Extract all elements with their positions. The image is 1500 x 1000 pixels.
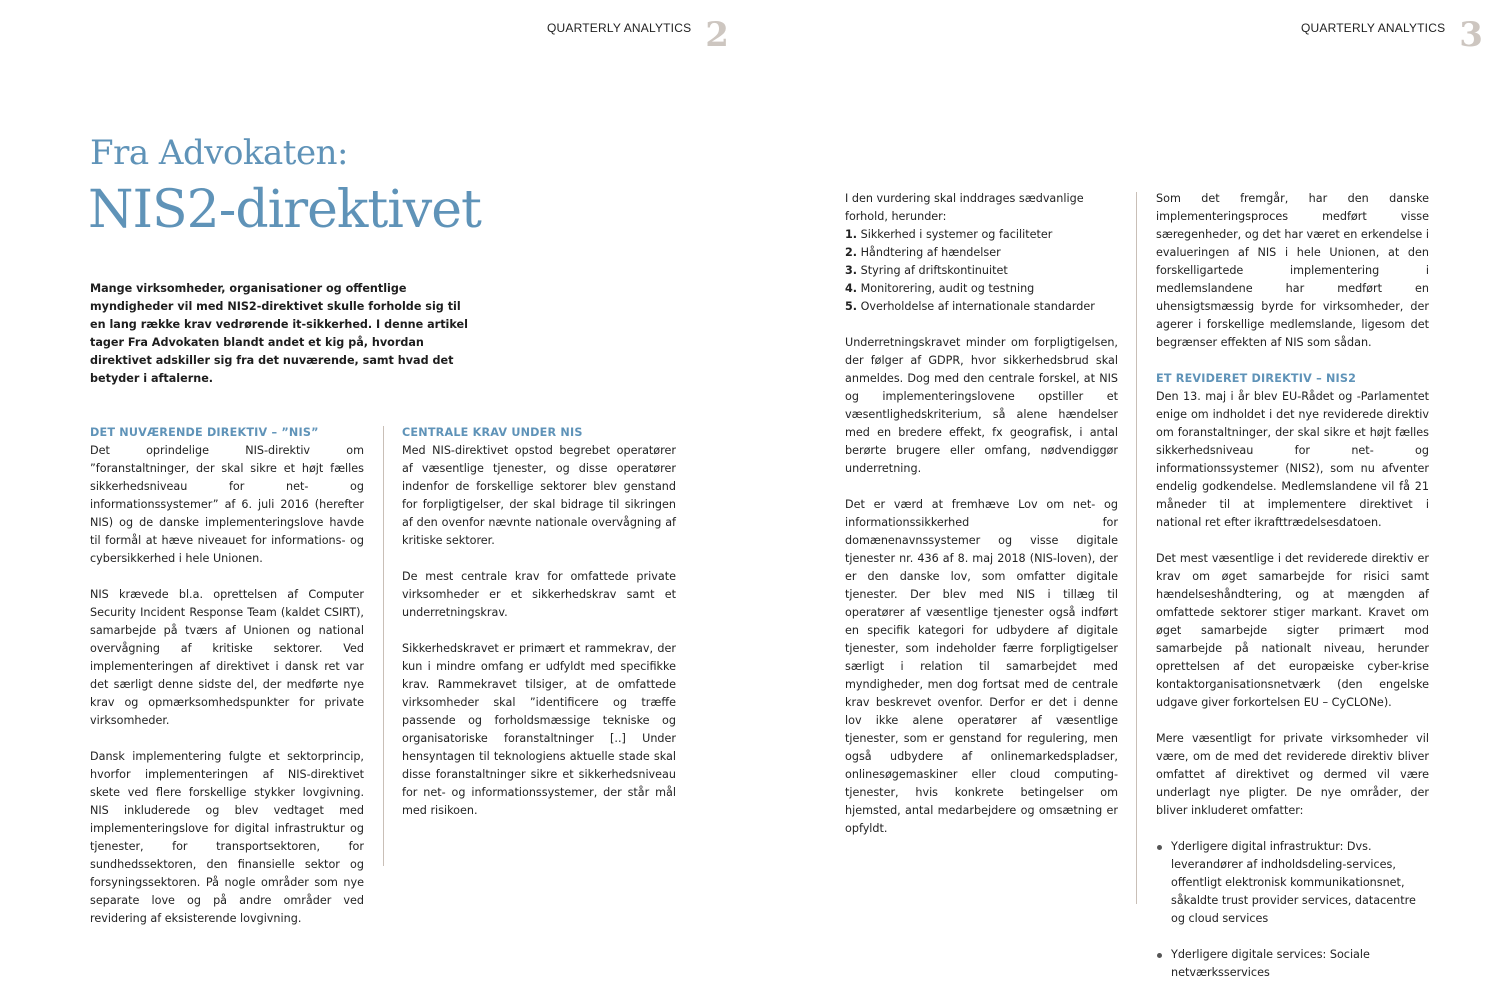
magazine-name: QUARTERLY ANALYTICS [547, 21, 692, 35]
section-heading: CENTRALE KRAV UNDER NIS [402, 426, 583, 439]
list-number: 5. [845, 300, 858, 313]
column-4 [1156, 190, 1429, 1000]
list-number: 1. [845, 228, 858, 241]
list-text: Monitorering, audit og testning [860, 282, 1035, 295]
list-text: Sikkerhed i systemer og faciliteter [860, 228, 1053, 241]
paragraph: Det er værd at fremhæve Lov om net- og informationssikkerhed for domænenavnssystemer og visse digitale tjenester nr. 436 af 8. maj 2018 (NIS-loven), der er den danske lov, som omfatter digitale tjenester. Der blev med NIS i tillæg til operatører af væsentlige tjenester også indført en specifik kategori for udbydere af digitale tjenester, som indeholder færre forpligtigelser særligt i relation til samarbejdet med myndigheder, men dog fortsat med de centrale krav beskrevet ovenfor. Derfor er det i denne lov ikke alene operatører af væsentlige tjenester, som er genstand for regulering, men også udbydere af onlinemarkedspladser, onlinesøgemaskiner eller cloud computing-tjenester, hvis konkrete betingelser om hjemsted, antal medarbejdere og omsætning er opfyldt. [845, 498, 1118, 835]
column-2 [402, 424, 676, 838]
list-item [845, 226, 1118, 244]
bullet-item: Yderligere digitale services: Sociale netværksservices [1171, 946, 1429, 982]
list-number: 4. [845, 282, 858, 295]
bullet-list [1156, 838, 1429, 982]
article-title: NIS2-direktivet [88, 180, 481, 240]
section-heading: DET NUVÆRENDE DIREKTIV – ”NIS” [90, 426, 319, 439]
paragraph: Som det fremgår, har den danske implementeringsproces medført visse særegenheder, og det har været en erkendelse i evalueringen af NIS i hele Unionen, at den forskelligartede implementering i medlemslandene har medført en uhensigtsmæssig byrde for virksomheder, der agerer i forskellige medlemslande, ligesom det begrænser effekten af NIS som sådan. [1156, 192, 1429, 349]
paragraph: NIS krævede bl.a. oprettelsen af Computer Security Incident Response Team (kaldet CSIRT), samarbejde på tværs af Unionen og national overvågning af kritiske sektorer. Ved implementeringen af direktivet i dansk ret var det særligt denne sidste del, der medførte nye krav og opmærksomhedspunkter for private virksomheder. [90, 588, 364, 727]
column-divider [383, 426, 384, 866]
column-1 [90, 424, 364, 946]
list-item [845, 244, 1118, 262]
magazine-name: QUARTERLY ANALYTICS [1301, 21, 1446, 35]
paragraph: Det oprindelige NIS-direktiv om ”foranstaltninger, der skal sikre et højt fælles sikkerhedsniveau for net- og informationssystemer” af 6. juli 2016 (herefter NIS) og de danske implementeringslove havde til formål at hæve niveauet for informations- og cybersikkerhed i hele Unionen. [90, 444, 364, 565]
list-text: Styring af driftskontinuitet [860, 264, 1008, 277]
paragraph: De mest centrale krav for omfattede private virksomheder er et sikkerhedskrav samt et underretningskrav. [402, 570, 676, 619]
paragraph: Den 13. maj i år blev EU-Rådet og -Parlamentet enige om indholdet i det nye reviderede direktiv om foranstaltninger, der skal sikre et højt fælles sikkerhedsniveau for net- og informationssystemer (NIS2), som nu afventer endelig godkendelse. Medlemslandene vil få 21 måneder til at implementere direktivet i national ret efter ikrafttrædelsesdatoen. [1156, 390, 1429, 529]
page-number: 3 [1459, 15, 1483, 55]
paragraph: Underretningskravet minder om forpligtigelsen, der følger af GDPR, hvor sikkerhedsbrud skal anmeldes. Dog med den centrale forskel, at NIS og implementeringslovene opstiller et væsentlighedskriterium, så alene hændelser med en bredere effekt, fx geografisk, i antal berørte brugere eller omfang, nødvendiggør underretning. [845, 336, 1118, 475]
numbered-list [845, 226, 1118, 316]
list-number: 3. [845, 264, 858, 277]
paragraph: Mere væsentligt for private virksomheder vil være, om de med det reviderede direktiv bliver omfattet af direktivet og dermed vil være underlagt nye pligter. De nye områder, der bliver inkluderet omfatter: [1156, 732, 1429, 817]
section-heading: ET REVIDERET DIREKTIV – NIS2 [1156, 372, 1357, 385]
list-item [845, 298, 1118, 316]
paragraph: Dansk implementering fulgte et sektorprincip, hvorfor implementeringen af NIS-direktivet skete ved flere forskellige stykker lovgivning. NIS inkluderede og blev vedtaget med implementeringslove for digital infrastruktur og tjenester, for transportsektoren, for sundhedssektoren, den finansielle sektor og forsyningssektoren. På nogle områder som nye separate love og på andre områder ved revidering af eksisterende lovgivning. [90, 750, 364, 925]
list-text: Overholdelse af internationale standarder [860, 300, 1095, 313]
page-number: 2 [705, 15, 729, 55]
paragraph: Det mest væsentlige i det reviderede direktiv er krav om øget samarbejde for risici samt hændelseshåndtering, og at mængden af omfattede sektorer stiger markant. Kravet om øget samarbejde sigter primært mod samarbejde på nationalt niveau, herunder oprettelsen af det europæiske cyber-krise kontaktorganisationsnetværk (den engelske udgave giver forkortelsen EU – CyCLONe). [1156, 552, 1429, 709]
article-lead: Mange virksomheder, organisationer og offentlige myndigheder vil med NIS2-direktivet skulle forholde sig til en lang række krav vedrørende it-sikkerhed. I denne artikel tager Fra Advokaten blandt andet et kig på, hvordan direktivet adskiller sig fra det nuværende, samt hvad det betyder i aftalerne. [90, 282, 468, 385]
list-number: 2. [845, 246, 858, 259]
list-item [845, 262, 1118, 280]
paragraph: Sikkerhedskravet er primært et rammekrav, der kun i mindre omfang er udfyldt med specifikke krav. Rammekravet tilsiger, at de omfattede virksomheder skal ”identificere og træffe passende og forholdsmæssige tekniske og organisatoriske foranstaltninger [..] Under hensyntagen til teknologiens aktuelle stade skal disse foranstaltninger sikre et sikkerhedsniveau for net- og informationssystemer, der står mål med risikoen. [402, 642, 676, 817]
list-text: Håndtering af hændelser [860, 246, 1001, 259]
running-header-right [1301, 15, 1483, 55]
column-3 [845, 190, 1118, 856]
column-divider [1136, 192, 1137, 904]
list-item [845, 280, 1118, 298]
bullet-item: Yderligere digital infrastruktur: Dvs. leverandører af indholdsdeling-services, offentligt elektronisk kommunikationsnet, såkaldte trust provider services, datacentre og cloud services [1171, 838, 1429, 928]
paragraph: Med NIS-direktivet opstod begrebet operatører af væsentlige tjenester, og disse operatører indenfor de forskellige sektorer blev genstand for forpligtigelser, der skal bidrage til sikringen af den ovenfor nævnte nationale overvågning af kritiske sektorer. [402, 444, 676, 547]
running-header-left [547, 15, 729, 55]
article-kicker: Fra Advokaten: [90, 133, 348, 173]
paragraph: I den vurdering skal inddrages sædvanlige forhold, herunder: [845, 192, 1084, 223]
